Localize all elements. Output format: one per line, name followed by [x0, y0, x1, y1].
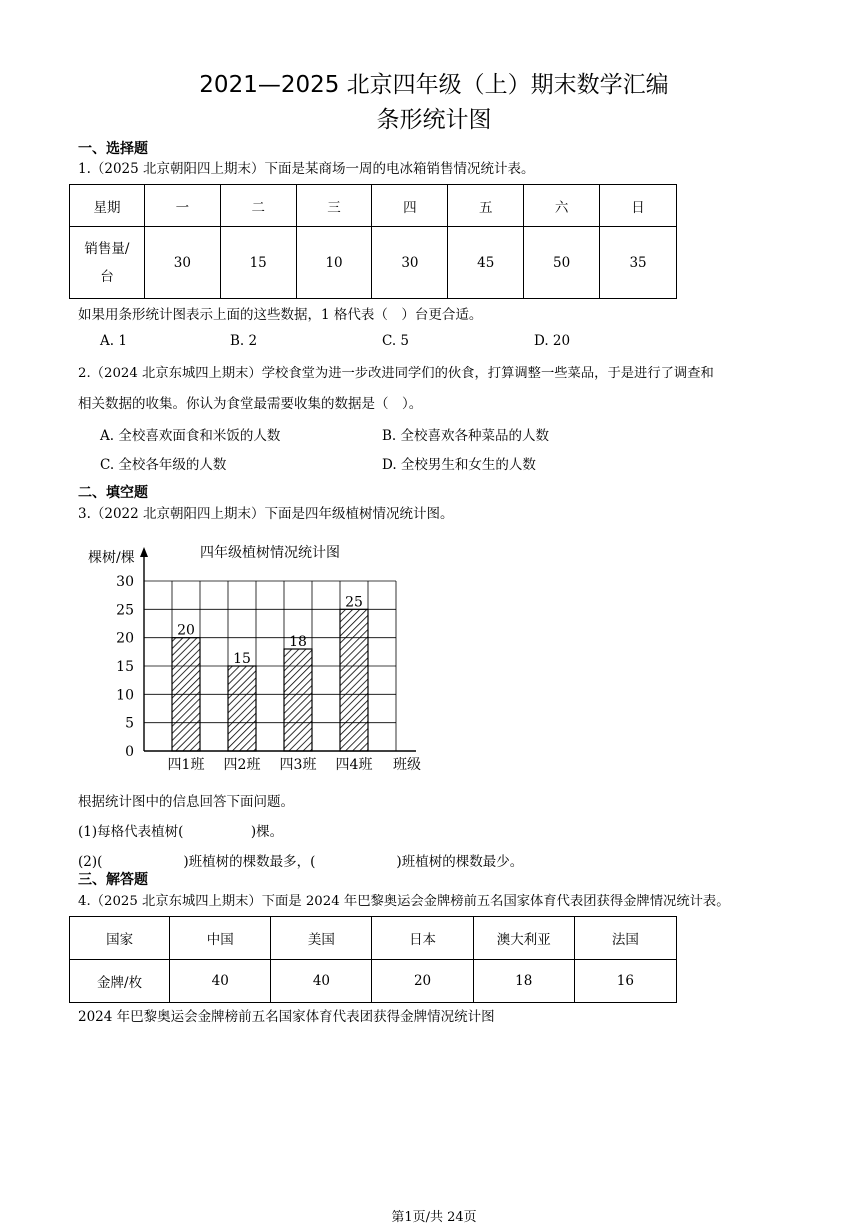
page-footer: 第1页/共 24页	[391, 1210, 477, 1225]
section-heading-choice: 一、选择题	[78, 141, 148, 157]
q4-header-cell: 中国	[170, 917, 271, 960]
q2-option-b: B. 全校喜欢各种菜品的人数	[382, 428, 550, 444]
bar	[284, 649, 312, 751]
q4-stem: 4.（2025 北京东城四上期末）下面是 2024 年巴黎奥运会金牌榜前五名国家体育代表团获得金牌情况统计表。	[78, 894, 730, 909]
q1-row-label-line1: 销售量/	[84, 240, 130, 257]
q4-header-cell: 澳大利亚	[473, 917, 574, 960]
chart-title: 四年级植树情况统计图	[200, 545, 340, 561]
section-heading-answer: 三、解答题	[78, 872, 148, 888]
q3-followup: 根据统计图中的信息回答下面问题。	[78, 794, 294, 810]
q1-value-cell: 15	[220, 227, 296, 299]
q1-value-cell: 45	[448, 227, 524, 299]
q1-row-label-line2: 台	[100, 268, 114, 285]
q1-option-c: C. 5	[382, 333, 410, 349]
q1-stem: 1.（2025 北京朝阳四上期末）下面是某商场一周的电冰箱销售情况统计表。	[78, 161, 535, 177]
q1-header-cell: 三	[296, 185, 372, 227]
document-subtitle: 条形统计图	[376, 107, 492, 133]
y-axis-arrow	[140, 547, 148, 557]
q1-option-a: A. 1	[100, 333, 127, 349]
q1-header-cell: 二	[220, 185, 296, 227]
y-tick-label: 5	[125, 715, 134, 732]
section-heading-fill: 二、填空题	[78, 485, 148, 501]
y-tick-label: 15	[116, 659, 134, 675]
bar	[340, 609, 368, 751]
q4-chart-caption: 2024 年巴黎奥运会金牌榜前五名国家体育代表团获得金牌情况统计图	[78, 1009, 495, 1025]
q1-value-cell: 30	[372, 227, 448, 299]
q3-sub1: (1)每格代表植树( )棵。	[78, 824, 284, 840]
q2-option-d: D. 全校男生和女生的人数	[382, 457, 536, 473]
bar-data-label: 20	[177, 622, 195, 639]
q1-header-cell: 四	[372, 185, 448, 227]
q3-stem: 3.（2022 北京朝阳四上期末）下面是四年级植树情况统计图。	[78, 506, 454, 522]
q1-sales-table	[69, 184, 677, 299]
x-tick-label: 四2班	[223, 757, 261, 773]
q1-header-cell: 星期	[70, 185, 145, 227]
q4-header-cell: 法国	[574, 917, 676, 960]
q1-option-b: B. 2	[230, 333, 258, 349]
q4-header-cell: 国家	[70, 917, 170, 960]
x-tick-label: 四1班	[167, 757, 205, 773]
chart-x-axis-label: 班级	[393, 757, 421, 773]
q4-header-cell: 美国	[271, 917, 372, 960]
x-tick-label: 四3班	[279, 757, 317, 773]
q1-header-cell: 一	[144, 185, 220, 227]
tree-planting-bar-chart	[80, 535, 440, 780]
q4-value-cell: 18	[473, 960, 574, 1003]
q2-stem-line1: 2.（2024 北京东城四上期末）学校食堂为进一步改进同学们的伙食，打算调整一些菜品，于是进行了调查和	[78, 366, 714, 381]
y-tick-label: 25	[116, 602, 134, 619]
q2-option-c: C. 全校各年级的人数	[100, 457, 227, 473]
q1-value-cell: 50	[524, 227, 600, 299]
y-tick-label: 0	[125, 744, 134, 760]
bar-data-label: 25	[345, 594, 363, 611]
q4-value-cell: 40	[170, 960, 271, 1003]
q1-header-cell: 日	[600, 185, 677, 227]
bar-data-label: 15	[233, 651, 251, 667]
q4-medal-table	[69, 916, 677, 1003]
q4-value-cell: 40	[271, 960, 372, 1003]
q4-value-cell: 20	[372, 960, 473, 1003]
chart-bars	[172, 609, 368, 751]
q2-stem-line2: 相关数据的收集。你认为食堂最需要收集的数据是（ ）。	[78, 396, 423, 412]
q1-value-cell: 10	[296, 227, 372, 299]
q1-option-d: D. 20	[534, 333, 571, 349]
q1-header-cell: 六	[524, 185, 600, 227]
y-tick-label: 10	[116, 687, 134, 704]
q1-row-label	[70, 227, 145, 299]
y-tick-label: 20	[116, 630, 134, 647]
q1-value-cell: 35	[600, 227, 677, 299]
q1-value-cell: 30	[144, 227, 220, 299]
bar	[228, 666, 256, 751]
chart-y-axis-label: 棵树/棵	[88, 550, 135, 566]
q2-option-a: A. 全校喜欢面食和米饭的人数	[100, 428, 281, 444]
q4-header-cell: 日本	[372, 917, 473, 960]
q4-row-label: 金牌/枚	[70, 960, 170, 1003]
q4-value-cell: 16	[574, 960, 676, 1003]
q1-header-cell: 五	[448, 185, 524, 227]
document-title: 2021—2025 北京四年级（上）期末数学汇编	[199, 72, 669, 98]
q1-question: 如果用条形统计图表示上面的这些数据，1 格代表（ ）台更合适。	[78, 307, 483, 323]
x-tick-label: 四4班	[335, 757, 373, 773]
bar	[172, 638, 200, 751]
bar-data-label: 18	[289, 634, 307, 650]
y-tick-label: 30	[116, 574, 134, 590]
q3-sub2: (2)( )班植树的棵数最多，( )班植树的棵数最少。	[78, 854, 524, 870]
